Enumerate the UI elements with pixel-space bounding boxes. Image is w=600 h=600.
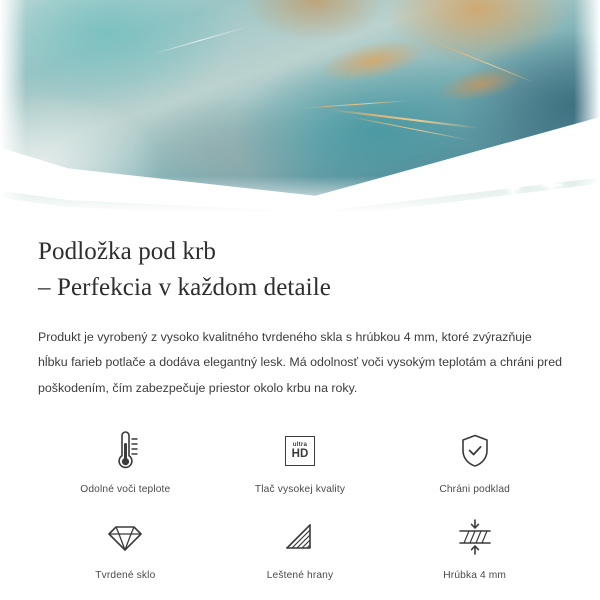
diamond-icon <box>103 513 147 561</box>
thickness-icon <box>453 513 497 561</box>
product-description-text: Produkt je vyrobený z vysoko kvalitného tvrdeného skla s hrúbkou 4 mm, ktoré zvýrazňuje hĺbku farieb potlače a dodáva elegantný lesk. Má odolnosť voči vysokým teplotám a chráni pred poškodením, čím zabezpečuje priestor okolo krbu na roky. <box>38 330 562 395</box>
feature-label: Chráni podklad <box>439 484 510 496</box>
feature-label: Hrúbka 4 mm <box>443 570 507 582</box>
ultra-hd-badge-bottom: HD <box>291 448 309 461</box>
content-area <box>0 234 600 581</box>
feature-label: Tlač vysokej kvality <box>254 484 346 496</box>
feature-item-polished-edges <box>213 513 388 581</box>
thermometer-icon <box>105 427 145 475</box>
feature-label: Leštené hrany <box>266 570 334 582</box>
ultra-hd-badge-top: ultra <box>292 440 308 448</box>
page-title-line-2: – Perfekcia v každom detaile <box>38 273 331 301</box>
feature-item-heat-resistant <box>38 427 213 495</box>
feature-label: Odolné voči teplote <box>80 484 171 496</box>
feature-item-print-quality <box>213 427 388 495</box>
shield-check-icon <box>455 427 495 475</box>
ultra-hd-icon <box>285 427 315 475</box>
feature-item-protects-surface <box>387 427 562 495</box>
page-title-line-1: Podložka pod krb <box>38 238 216 265</box>
feature-grid <box>38 427 562 581</box>
feature-item-tempered-glass <box>38 513 213 581</box>
page-title <box>38 234 562 305</box>
polished-edges-icon <box>279 513 321 561</box>
hero-product-image <box>0 0 600 218</box>
image-fade-bottom <box>0 176 600 218</box>
feature-item-thickness <box>387 513 562 581</box>
feature-label: Tvrdené sklo <box>95 570 156 582</box>
